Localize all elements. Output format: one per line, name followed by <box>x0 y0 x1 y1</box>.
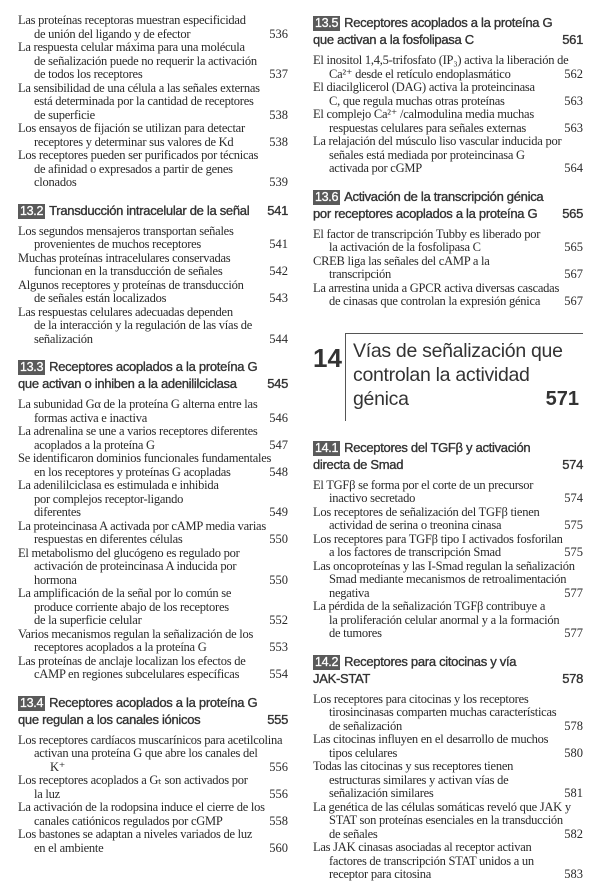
entry-text-line: de superficie <box>34 107 95 122</box>
section-heading[interactable] <box>313 439 583 473</box>
entry-page-number: 582 <box>564 826 583 841</box>
entry-text-line: Los segundos mensajeros transportan señales <box>18 223 234 238</box>
entry-text-line: Las proteínas receptoras muestran especificidad <box>18 13 246 27</box>
entry-text-line: Los bastones se adaptan a niveles variados de luz <box>18 827 253 841</box>
toc-entry[interactable] <box>18 547 288 588</box>
section-title-line <box>313 439 583 456</box>
entry-text-line: en el ambiente <box>34 840 104 855</box>
entry-page-number: 554 <box>269 667 288 681</box>
entry-text-line: canales catiónicos regulados por cGMP <box>34 813 223 828</box>
entry-list <box>18 225 288 347</box>
entry-text-line: actividad de serina o treonina cinasa <box>329 518 502 532</box>
section-title-line <box>313 670 583 687</box>
section-title-text: Receptores acoplados a la proteína G <box>344 15 553 30</box>
entry-text-line: señalización <box>34 331 93 346</box>
section-title-line <box>18 358 288 375</box>
entry-page-number: 550 <box>269 532 288 546</box>
entry-text-line: cAMP en regiones subcelulares específicas <box>34 667 240 681</box>
toc-entry[interactable] <box>18 279 288 306</box>
entry-page-number: 564 <box>564 161 583 175</box>
entry-page-number: 580 <box>564 745 583 760</box>
entry-text-line: Los receptores acoplados a Gₜ son activados por <box>18 773 248 787</box>
section-title-text: Receptores del TGFβ y activación <box>344 439 531 455</box>
entry-text-line: está determinada por la cantidad de receptores <box>34 94 254 108</box>
section-title-text: que activan a la fosfolipasa C <box>313 32 474 47</box>
section-page-number: 561 <box>562 32 583 47</box>
section-title-line <box>18 711 288 728</box>
toc-entry[interactable] <box>313 533 583 560</box>
section-title-line <box>313 653 583 670</box>
section-number-badge: 13.6 <box>315 189 339 204</box>
entry-text-line: Las proteínas de anclaje localizan los efectos de <box>18 653 246 668</box>
section-number-badge: 14.1 <box>315 440 339 455</box>
entry-page-number: 575 <box>564 518 583 532</box>
entry-list <box>18 398 288 682</box>
entry-page-number: 567 <box>564 267 583 281</box>
section-13-6 <box>313 188 583 309</box>
toc-entry[interactable] <box>18 828 288 855</box>
toc-entry[interactable] <box>313 135 583 176</box>
right-column <box>313 0 583 894</box>
entry-page-number: 546 <box>269 410 288 425</box>
section-heading[interactable] <box>313 188 583 222</box>
entry-page-number: 567 <box>564 294 583 308</box>
entry-list <box>18 14 288 190</box>
entry-text-line: Las oncoproteínas y las I-Smad regulan la señalización <box>313 558 575 573</box>
entry-text-line: factores de transcripción STAT unidos a un <box>329 853 534 868</box>
section-title-line <box>18 202 288 219</box>
toc-entry[interactable] <box>18 774 288 801</box>
entry-page-number: 538 <box>269 134 288 149</box>
entry-text-line: La amplificación de la señal por lo común se <box>18 586 232 600</box>
section-number-badge: 14.2 <box>315 654 339 669</box>
toc-entry[interactable] <box>18 14 288 41</box>
section-13-3 <box>18 358 288 682</box>
toc-entry[interactable] <box>313 282 583 309</box>
entry-list <box>313 693 583 882</box>
toc-entry[interactable] <box>18 82 288 123</box>
toc-entry[interactable] <box>18 122 288 149</box>
entry-page-number: 563 <box>564 93 583 108</box>
entry-text-line: La subunidad Gα de la proteína G alterna entre las <box>18 397 258 411</box>
entry-page-number: 575 <box>564 545 583 559</box>
entry-page-number: 581 <box>564 786 583 800</box>
entry-page-number: 552 <box>269 613 288 627</box>
toc-entry[interactable] <box>313 255 583 282</box>
entry-text-line: Los receptores pueden ser purificados por técnicas <box>18 148 259 162</box>
entry-text-line: El complejo Ca²⁺ /calmodulina media muchas <box>313 107 534 121</box>
chapter-title-line: génica <box>353 387 409 410</box>
toc-entry[interactable] <box>313 693 583 734</box>
entry-page-number: 577 <box>564 585 583 600</box>
entry-text-line: activada por cGMP <box>329 161 422 175</box>
toc-entry[interactable] <box>313 841 583 882</box>
entry-text-line: La relajación del músculo liso vascular inducida por <box>313 134 562 148</box>
chapter-rule-horizontal <box>345 333 583 334</box>
section-13-2 <box>18 202 288 347</box>
entry-page-number: 556 <box>269 759 288 774</box>
entry-text-line: de señales <box>329 826 378 841</box>
entry-text-line: Los receptores para citocinas y los receptores <box>313 691 529 706</box>
section-title-text: Activación de la transcripción génica <box>344 188 544 204</box>
section-heading[interactable] <box>18 358 288 392</box>
entry-text-line: la activación de la fosfolipasa C <box>329 240 481 254</box>
toc-entry[interactable] <box>313 228 583 255</box>
entry-text-line: acoplados a la proteína G <box>34 437 155 452</box>
section-page-number: 541 <box>267 202 288 218</box>
toc-entry[interactable] <box>18 520 288 547</box>
section-title-line <box>18 375 288 392</box>
entry-text-line: activan una proteína G que abre los canales del K⁺ <box>34 746 258 774</box>
entry-page-number: 550 <box>269 572 288 587</box>
toc-entry[interactable] <box>18 306 288 347</box>
entry-text-line: por complejos receptor-ligando <box>34 491 184 506</box>
entry-text-line: C, que regula muchas otras proteínas <box>329 93 505 108</box>
entry-text-line: Algunos receptores y proteínas de transducción <box>18 277 244 292</box>
toc-entry[interactable] <box>18 252 288 279</box>
entry-text-line: Smad mediante mecanismos de retroalimentación <box>329 572 567 586</box>
entry-page-number: 578 <box>564 718 583 733</box>
section-14-2 <box>313 653 583 882</box>
chapter-title-line: controlan la actividad <box>353 363 530 386</box>
entry-text-line: El inositol 1,4,5-trifosfato (IP₃) activa la liberación de <box>313 53 569 67</box>
section-page-number: 555 <box>267 711 288 727</box>
entry-text-line: STAT son proteínas esenciales en la transducción <box>329 813 563 827</box>
entry-page-number: 544 <box>269 331 288 346</box>
section-title-text: Receptores acoplados a la proteína G <box>49 694 258 710</box>
entry-text-line: El diacilglicerol (DAG) activa la proteincinasa <box>313 80 535 94</box>
entry-page-number: 574 <box>564 491 583 505</box>
entry-text-line: El metabolismo del glucógeno es regulado por <box>18 545 240 560</box>
section-heading[interactable] <box>313 653 583 687</box>
entry-page-number: 560 <box>269 840 288 855</box>
toc-entry[interactable] <box>313 801 583 842</box>
entry-list <box>18 734 288 856</box>
entry-page-number: 542 <box>269 264 288 278</box>
entry-text-line: Los receptores cardíacos muscarínicos para acetilcolina <box>18 732 283 747</box>
entry-text-line: formas activa e inactiva <box>34 410 148 425</box>
entry-text-line: Los ensayos de fijación se utilizan para detectar <box>18 121 245 135</box>
section-title-text: que activan o inhiben a la adenililciclasa <box>18 376 237 391</box>
entry-text-line: Los receptores para TGFβ tipo I activados fosforilan <box>313 531 563 546</box>
entry-text-line: Los receptores de señalización del TGFβ tienen <box>313 504 540 519</box>
section-title-line <box>18 694 288 711</box>
entry-text-line: estructuras similares y activan vías de <box>329 772 509 787</box>
entry-list <box>313 54 583 176</box>
entry-text-line: diferentes <box>34 505 81 519</box>
toc-entry[interactable] <box>313 506 583 533</box>
entry-text-line: de señalización <box>329 718 402 733</box>
entry-text-line: La arrestina unida a GPCR activa diversas cascadas <box>313 280 560 295</box>
entry-text-line: de todos los receptores <box>34 67 143 81</box>
entry-text-line: receptores y determinar sus valores de Kd <box>34 134 234 149</box>
entry-text-line: la proliferación celular anormal y a la formación <box>329 612 560 627</box>
entry-page-number: 548 <box>269 464 288 479</box>
entry-page-number: 553 <box>269 640 288 654</box>
entry-page-number: 537 <box>269 67 288 81</box>
toc-entry[interactable] <box>313 560 583 601</box>
entry-text-line: hormona <box>34 572 77 587</box>
entry-page-number: 538 <box>269 107 288 122</box>
chapter-page-number: 571 <box>545 387 579 410</box>
section-heading[interactable] <box>313 14 583 48</box>
entry-page-number: 549 <box>269 505 288 519</box>
toc-entry[interactable] <box>18 225 288 252</box>
entry-text-line: negativa <box>329 585 370 600</box>
entry-text-line: señales está mediada por proteincinasa G <box>329 147 525 162</box>
chapter-title-line: Vías de señalización que <box>353 339 563 362</box>
entry-page-number: 577 <box>564 626 583 640</box>
section-title-text: que regulan a los canales iónicos <box>18 711 201 727</box>
section-title-line <box>313 14 583 31</box>
toc-entry[interactable] <box>18 452 288 479</box>
right-column-lower <box>313 439 583 882</box>
toc-entry[interactable] <box>18 587 288 628</box>
section-14-1 <box>313 439 583 641</box>
entry-text-line: La activación de la rodopsina induce el cierre de los <box>18 800 265 814</box>
section-title-text: directa de Smad <box>313 456 404 472</box>
entry-text-line: de señales están localizados <box>34 291 167 305</box>
toc-entry[interactable] <box>313 760 583 801</box>
section-page-number: 565 <box>562 205 583 221</box>
section-title-line <box>313 31 583 48</box>
section-continuation <box>18 14 288 190</box>
toc-entry[interactable] <box>313 108 583 135</box>
toc-entry[interactable] <box>18 425 288 452</box>
entry-text-line: respuestas celulares para señales externas <box>329 120 527 135</box>
entry-text-line: CREB liga las señales del cAMP a la transcripción <box>313 253 490 281</box>
entry-text-line: La genética de las células somáticas reveló que JAK y <box>313 799 571 814</box>
entry-text-line: Todas las citocinas y sus receptores tienen <box>313 759 514 773</box>
entry-text-line: señalización similares <box>329 786 434 800</box>
toc-entry[interactable] <box>18 479 288 520</box>
entry-text-line: Las JAK cinasas asociadas al receptor activan <box>313 840 532 854</box>
entry-page-number: 543 <box>269 291 288 305</box>
entry-text-line: la luz <box>34 786 60 801</box>
entry-page-number: 541 <box>269 237 288 251</box>
entry-page-number: 565 <box>564 240 583 254</box>
entry-text-line: La respuesta celular máxima para una molécula <box>18 40 245 54</box>
entry-page-number: 558 <box>269 813 288 828</box>
chapter-number: 14 <box>313 342 342 373</box>
section-number-badge: 13.4 <box>20 695 44 710</box>
entry-text-line: receptores acoplados a la proteína G <box>34 640 207 654</box>
toc-entry[interactable] <box>18 734 288 775</box>
toc-entry[interactable] <box>18 801 288 828</box>
entry-text-line: de la interacción y la regulación de las vías de <box>34 318 253 332</box>
section-title-text: JAK-STAT <box>313 670 371 686</box>
entry-text-line: receptor para citosina <box>329 867 432 881</box>
toc-entry[interactable] <box>313 479 583 506</box>
section-number-badge: 13.2 <box>20 203 44 218</box>
chapter-rule-vertical <box>345 333 346 421</box>
entry-text-line: La proteincinasa A activada por cAMP media varias <box>18 518 266 533</box>
entry-text-line: El TGFβ se forma por el corte de un precursor <box>313 477 534 492</box>
entry-text-line: clonados <box>34 175 77 189</box>
section-13-5 <box>313 14 583 176</box>
entry-text-line: de la superficie celular <box>34 613 142 627</box>
entry-text-line: a los factores de transcripción Smad <box>329 545 501 559</box>
entry-page-number: 562 <box>564 66 583 81</box>
toc-entry[interactable] <box>18 398 288 425</box>
entry-text-line: de señalización puede no requerir la activación <box>34 53 257 68</box>
section-number-badge: 13.3 <box>20 360 44 374</box>
entry-list <box>313 228 583 309</box>
entry-text-line: en los receptores y proteínas G acopladas <box>34 464 231 479</box>
section-13-4 <box>18 694 288 856</box>
toc-entry[interactable] <box>313 600 583 641</box>
entry-text-line: inactivo secretado <box>329 491 416 505</box>
section-number-badge: 13.5 <box>315 16 339 30</box>
toc-entry[interactable] <box>313 81 583 108</box>
section-heading[interactable] <box>18 694 288 728</box>
entry-text-line: de tumores <box>329 626 382 640</box>
toc-entry[interactable] <box>313 733 583 760</box>
section-title-text: Transducción intracelular de la señal <box>49 202 250 218</box>
entry-text-line: Las citocinas influyen en el desarrollo de muchos <box>313 732 549 746</box>
entry-text-line: Ca²⁺ desde el retículo endoplasmático <box>329 66 511 81</box>
section-title-text: por receptores acoplados a la proteína G <box>313 205 538 221</box>
section-title-line <box>313 188 583 205</box>
section-title-line <box>313 205 583 222</box>
toc-entry[interactable] <box>18 41 288 82</box>
entry-text-line: de cinasas que controlan la expresión génica <box>329 294 541 308</box>
section-page-number: 578 <box>562 670 583 686</box>
entry-text-line: provenientes de muchos receptores <box>34 237 202 251</box>
toc-entry[interactable] <box>18 149 288 190</box>
entry-text-line: tirosincinasas comparten muchas características <box>329 705 557 719</box>
entry-page-number: 556 <box>269 786 288 801</box>
entry-text-line: activación de proteincinasa A inducida por <box>34 559 237 573</box>
section-title-text: Receptores acoplados a la proteína G <box>49 359 258 374</box>
entry-text-line: La sensibilidad de una célula a las señales externas <box>18 80 260 95</box>
entry-page-number: 583 <box>564 867 583 881</box>
entry-page-number: 539 <box>269 175 288 189</box>
toc-entry[interactable] <box>18 655 288 682</box>
entry-text-line: La adrenalina se une a varios receptores diferentes <box>18 424 258 438</box>
entry-text-line: Se identificaron dominios funcionales fundamentales <box>18 451 272 465</box>
left-column <box>18 0 288 867</box>
entry-text-line: produce corriente abajo de los receptores <box>34 599 229 614</box>
entry-text-line: Muchas proteínas intracelulares conservadas <box>18 250 231 265</box>
section-title-line <box>313 456 583 473</box>
entry-text-line: Las respuestas celulares adecuadas dependen <box>18 304 233 319</box>
entry-text-line: tipos celulares <box>329 745 398 760</box>
entry-page-number: 547 <box>269 437 288 452</box>
section-title-text: Receptores para citocinas y vía <box>344 653 517 669</box>
section-page-number: 574 <box>562 456 583 472</box>
entry-text-line: funcionan en la transducción de señales <box>34 264 223 278</box>
entry-text-line: Varios mecanismos regulan la señalización de los <box>18 626 254 641</box>
section-page-number: 545 <box>267 376 288 391</box>
section-heading[interactable] <box>18 202 288 219</box>
right-column-upper <box>313 14 583 309</box>
chapter-14-heading[interactable] <box>313 329 583 425</box>
entry-list <box>313 479 583 641</box>
entry-page-number: 536 <box>269 26 288 41</box>
entry-text-line: La adenililciclasa es estimulada e inhibida <box>18 478 219 492</box>
entry-text-line: respuestas en diferentes células <box>34 532 183 546</box>
entry-text-line: La pérdida de la señalización TGFβ contribuye a <box>313 599 546 613</box>
toc-entry[interactable] <box>313 54 583 81</box>
entry-text-line: de afinidad o expresados a partir de genes <box>34 161 233 176</box>
entry-page-number: 563 <box>564 120 583 135</box>
entry-text-line: El factor de transcripción Tubby es liberado por <box>313 226 541 241</box>
entry-text-line: de unión del ligando y de efector <box>34 26 191 41</box>
toc-entry[interactable] <box>18 628 288 655</box>
